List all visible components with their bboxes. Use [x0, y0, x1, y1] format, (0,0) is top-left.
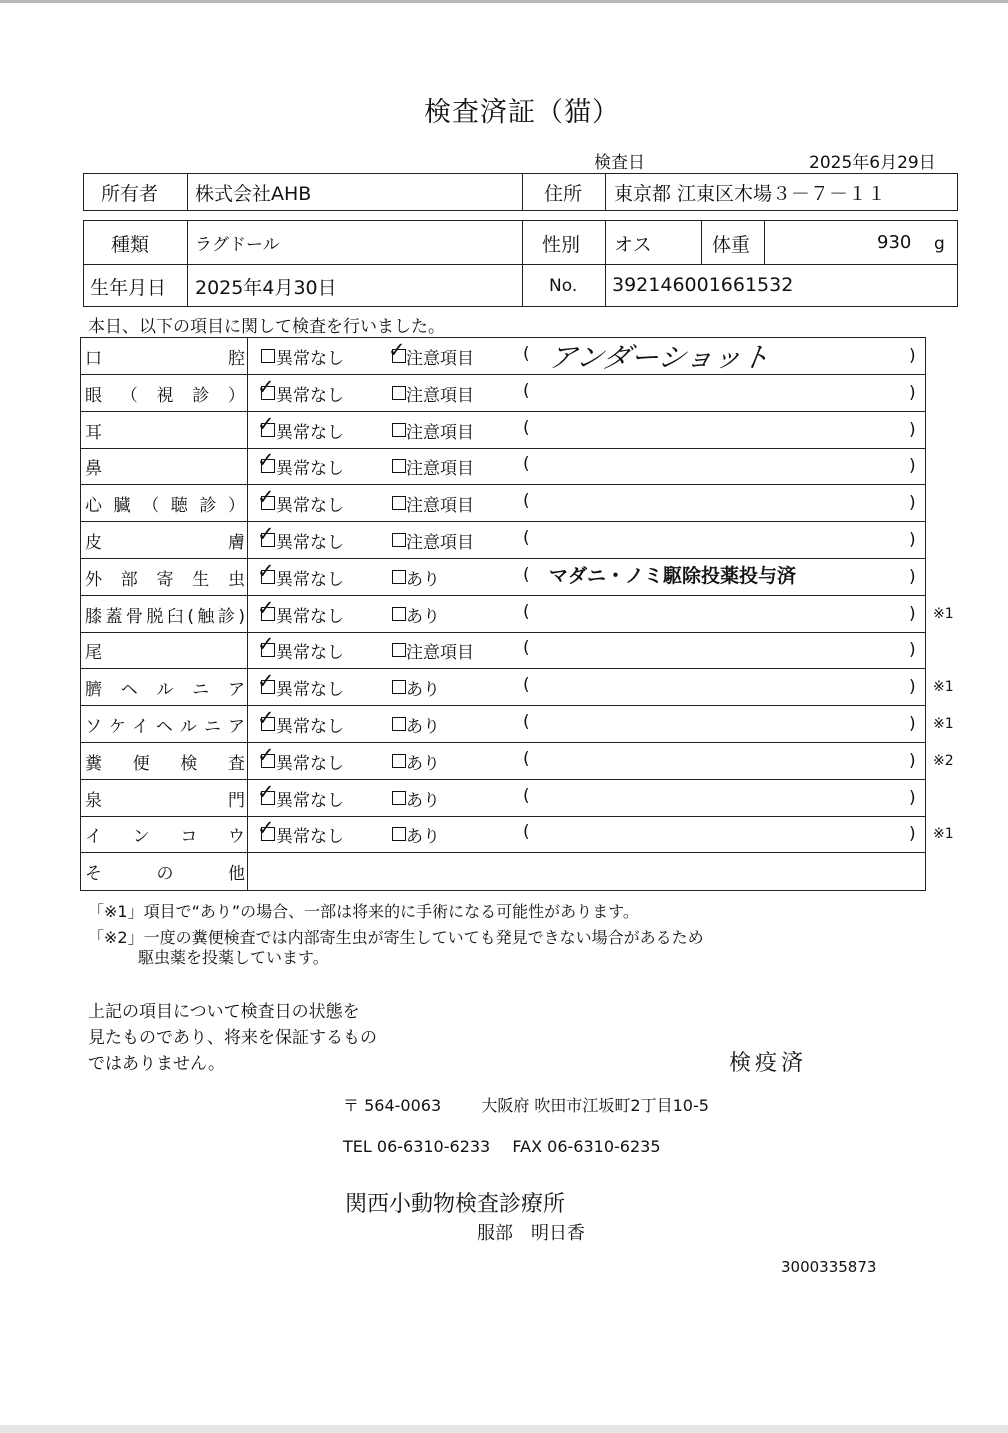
row-separator: [247, 853, 248, 890]
option-normal: 異常なし: [276, 643, 344, 664]
option-normal: 異常なし: [276, 459, 344, 480]
check-mark-icon: ✓: [257, 485, 275, 510]
inspection-grid: [80, 337, 954, 891]
breed-value: ラグドール: [195, 235, 280, 255]
paren-close: ): [909, 346, 916, 366]
remark-stamped: マダニ・ノミ駆除投薬投与済: [549, 564, 797, 587]
inspection-row: [81, 375, 925, 412]
option-attention: 注意項目: [406, 533, 474, 553]
disclaimer-line: ではありません。: [88, 1054, 226, 1074]
paren-close: ): [909, 456, 916, 477]
clinic-address: [343, 1093, 709, 1116]
inspection-row: [81, 853, 925, 890]
checkbox-attention[interactable]: [392, 607, 406, 621]
option-normal: 異常なし: [276, 569, 344, 590]
paren-close: ): [909, 493, 916, 514]
row-separator: [247, 412, 248, 448]
inspection-row: [81, 816, 954, 853]
check-mark-icon: ✓: [257, 706, 275, 730]
paren-open: (: [523, 528, 530, 548]
row-label: 口 腔: [85, 349, 245, 369]
tel-number: TEL 06-6310-6233: [343, 1137, 491, 1156]
breed-label: 種類: [111, 234, 150, 256]
weight-unit: g: [934, 234, 945, 254]
row-label: 膝蓋骨脱臼(触診): [85, 606, 245, 627]
row-separator: [247, 632, 248, 668]
paren-close: ): [909, 603, 916, 624]
footnote-1: 「※1」項目で“あり”の場合、一部は将来的に手術になる可能性があります。: [88, 902, 639, 921]
option-attention: 注意項目: [406, 422, 474, 443]
row-label: ソケイヘルニア: [85, 717, 245, 737]
footnote-2-cont: 駆虫薬を投薬しています。: [138, 948, 329, 967]
option-attention: あり: [406, 569, 440, 590]
check-mark-icon: ✓: [257, 374, 275, 399]
option-normal: 異常なし: [276, 753, 344, 774]
paren-close: ): [909, 714, 916, 734]
inspection-row: [81, 559, 925, 596]
row-label: 泉門: [85, 790, 245, 811]
inspection-row: [81, 742, 954, 780]
document-title: 検査済証（猫）: [424, 97, 620, 128]
paren-close: ): [909, 824, 916, 845]
row-separator: [247, 743, 248, 779]
row-label: その他: [85, 864, 245, 885]
row-note: ※1: [933, 679, 954, 696]
row-separator: [247, 816, 248, 852]
row-label: インコウ: [85, 827, 245, 848]
option-attention: 注意項目: [406, 496, 474, 517]
row-separator: [247, 338, 248, 374]
address-value: 東京都 江東区木場３－７－１１: [614, 183, 887, 205]
row-label: 糞便検査: [85, 753, 245, 774]
checkbox-attention[interactable]: [392, 386, 406, 400]
quarantine-stamp: 検疫済: [729, 1051, 808, 1076]
row-separator: [247, 706, 248, 742]
option-attention: 注意項目: [406, 385, 474, 406]
check-mark-icon: ✓: [257, 779, 275, 804]
document-code: 3000335873: [781, 1258, 877, 1276]
row-separator: [247, 559, 248, 595]
clinic-name: 関西小動物検査診療所: [345, 1192, 566, 1217]
sex-label: 性別: [542, 234, 581, 256]
checkbox-attention[interactable]: [392, 496, 406, 510]
option-attention: あり: [406, 753, 440, 774]
option-normal: 異常なし: [276, 606, 344, 627]
paren-close: ): [909, 566, 916, 587]
paren-close: ): [909, 530, 916, 550]
birth-value: 2025年4月30日: [195, 277, 337, 299]
owner-table: [83, 173, 958, 211]
inspection-row: [81, 522, 925, 559]
paren-close: ): [909, 382, 916, 403]
paren-open: (: [523, 564, 530, 585]
check-mark-icon: ✓: [388, 338, 406, 362]
fax-number: FAX 06-6310-6235: [512, 1137, 661, 1156]
option-normal: 異常なし: [276, 422, 344, 443]
option-attention: あり: [406, 790, 440, 811]
inspection-row: [81, 632, 925, 669]
inspection-row: [81, 780, 925, 817]
inspection-row: [81, 338, 925, 375]
inspection-row: [81, 595, 954, 633]
option-attention: 注意項目: [406, 643, 474, 664]
row-label: 鼻: [85, 459, 102, 480]
weight-value: 930: [877, 232, 912, 253]
paren-open: (: [523, 785, 530, 806]
inspection-date: 2025年6月29日: [809, 153, 936, 173]
row-separator: [247, 375, 248, 411]
row-separator: [247, 522, 248, 558]
paren-close: ): [909, 787, 916, 808]
option-attention: 注意項目: [406, 459, 474, 480]
weight-label: 体重: [712, 234, 751, 256]
checkbox-normal[interactable]: [261, 349, 275, 363]
disclaimer-line: 上記の項目について検査日の状態を: [88, 1002, 360, 1022]
check-mark-icon: ✓: [257, 816, 275, 841]
birth-label: 生年月日: [90, 277, 167, 299]
check-mark-icon: ✓: [257, 522, 275, 546]
bottom-border: [0, 1425, 1008, 1433]
checkbox-attention[interactable]: [392, 827, 406, 841]
row-separator: [247, 596, 248, 632]
checkbox-attention[interactable]: [392, 717, 406, 731]
row-separator: [247, 780, 248, 816]
number-value: 392146001661532: [612, 274, 794, 296]
row-label: 尾: [85, 643, 102, 664]
checkbox-attention[interactable]: [392, 570, 406, 584]
paren-open: (: [523, 675, 530, 696]
row-separator: [247, 669, 248, 705]
option-normal: 異常なし: [276, 827, 344, 848]
option-attention: 注意項目: [406, 349, 474, 369]
check-mark-icon: ✓: [257, 411, 275, 436]
checkbox-attention[interactable]: [392, 459, 406, 473]
paren-open: (: [523, 748, 530, 769]
row-separator: [247, 448, 248, 484]
street-address: 大阪府 吹田市江坂町2丁目10-5: [481, 1096, 709, 1115]
row-label: 臍ヘルニア: [85, 680, 245, 701]
footnote-2: 「※2」一度の糞便検査では内部寄生虫が寄生していても発見できない場合があるため: [88, 928, 704, 947]
inspection-row: [81, 706, 954, 743]
row-label: 心臓（聴診）: [85, 496, 245, 517]
vet-name: 服部 明日香: [477, 1223, 585, 1244]
inspection-row: [81, 485, 925, 522]
inspection-row: [81, 448, 925, 485]
paren-open: (: [523, 638, 530, 659]
option-normal: 異常なし: [276, 790, 344, 811]
row-label: 皮 膚: [85, 533, 245, 553]
row-label: 外部寄生虫: [85, 569, 245, 590]
paren-open: (: [523, 712, 530, 732]
paren-open: (: [523, 380, 530, 401]
check-mark-icon: ✓: [257, 595, 275, 620]
option-attention: あり: [406, 827, 440, 848]
option-attention: あり: [406, 606, 440, 627]
check-mark-icon: ✓: [257, 742, 275, 767]
owner-label: 所有者: [101, 183, 159, 205]
sex-value: オス: [614, 234, 652, 256]
checkbox-attention[interactable]: [392, 643, 406, 657]
inspection-row: [81, 669, 954, 706]
number-label: No.: [549, 276, 578, 296]
paren-open: (: [523, 454, 530, 475]
check-mark-icon: ✓: [257, 448, 275, 473]
option-normal: 異常なし: [276, 680, 344, 701]
option-normal: 異常なし: [276, 349, 344, 369]
checkbox-attention[interactable]: [392, 423, 406, 437]
check-mark-icon: ✓: [257, 558, 275, 583]
paren-open: (: [523, 491, 530, 512]
row-note: ※1: [933, 605, 954, 622]
option-attention: あり: [406, 680, 440, 701]
paren-close: ): [909, 419, 916, 440]
intro-text: 本日、以下の項目に関して検査を行いました。: [88, 317, 445, 337]
paren-open: (: [523, 601, 530, 622]
option-normal: 異常なし: [276, 385, 344, 406]
paren-close: ): [909, 750, 916, 771]
clinic-contact: [343, 1137, 661, 1156]
checkbox-attention[interactable]: [392, 791, 406, 805]
animal-table: [83, 220, 958, 307]
check-mark-icon: ✓: [257, 669, 275, 694]
inspection-row: [81, 412, 925, 449]
check-mark-icon: ✓: [257, 632, 275, 657]
remark-handwritten: アンダーショット: [546, 341, 772, 374]
row-note: ※1: [933, 716, 954, 732]
paren-open: (: [523, 417, 530, 438]
option-attention: あり: [406, 717, 440, 737]
paren-close: ): [909, 677, 916, 698]
option-normal: 異常なし: [276, 533, 344, 553]
row-note: ※2: [933, 752, 954, 769]
checkbox-attention[interactable]: [392, 533, 406, 547]
checkbox-attention[interactable]: [392, 754, 406, 768]
checkbox-attention[interactable]: [392, 680, 406, 694]
row-label: 耳: [85, 422, 102, 443]
postal-code: 〒 564-0063: [343, 1096, 442, 1115]
row-separator: [247, 485, 248, 521]
option-normal: 異常なし: [276, 496, 344, 517]
paren-open: (: [523, 344, 530, 364]
disclaimer: [88, 999, 377, 1077]
paren-close: ): [909, 640, 916, 661]
inspection-date-label: 検査日: [594, 153, 645, 173]
disclaimer-line: 見たものであり、将来を保証するもの: [88, 1028, 377, 1048]
paren-open: (: [523, 822, 530, 843]
top-border: [0, 0, 1008, 3]
address-label: 住所: [544, 183, 583, 205]
owner-value: 株式会社AHB: [195, 183, 312, 205]
option-normal: 異常なし: [276, 717, 344, 737]
row-note: ※1: [933, 826, 954, 843]
row-label: 眼（視診）: [85, 385, 245, 406]
